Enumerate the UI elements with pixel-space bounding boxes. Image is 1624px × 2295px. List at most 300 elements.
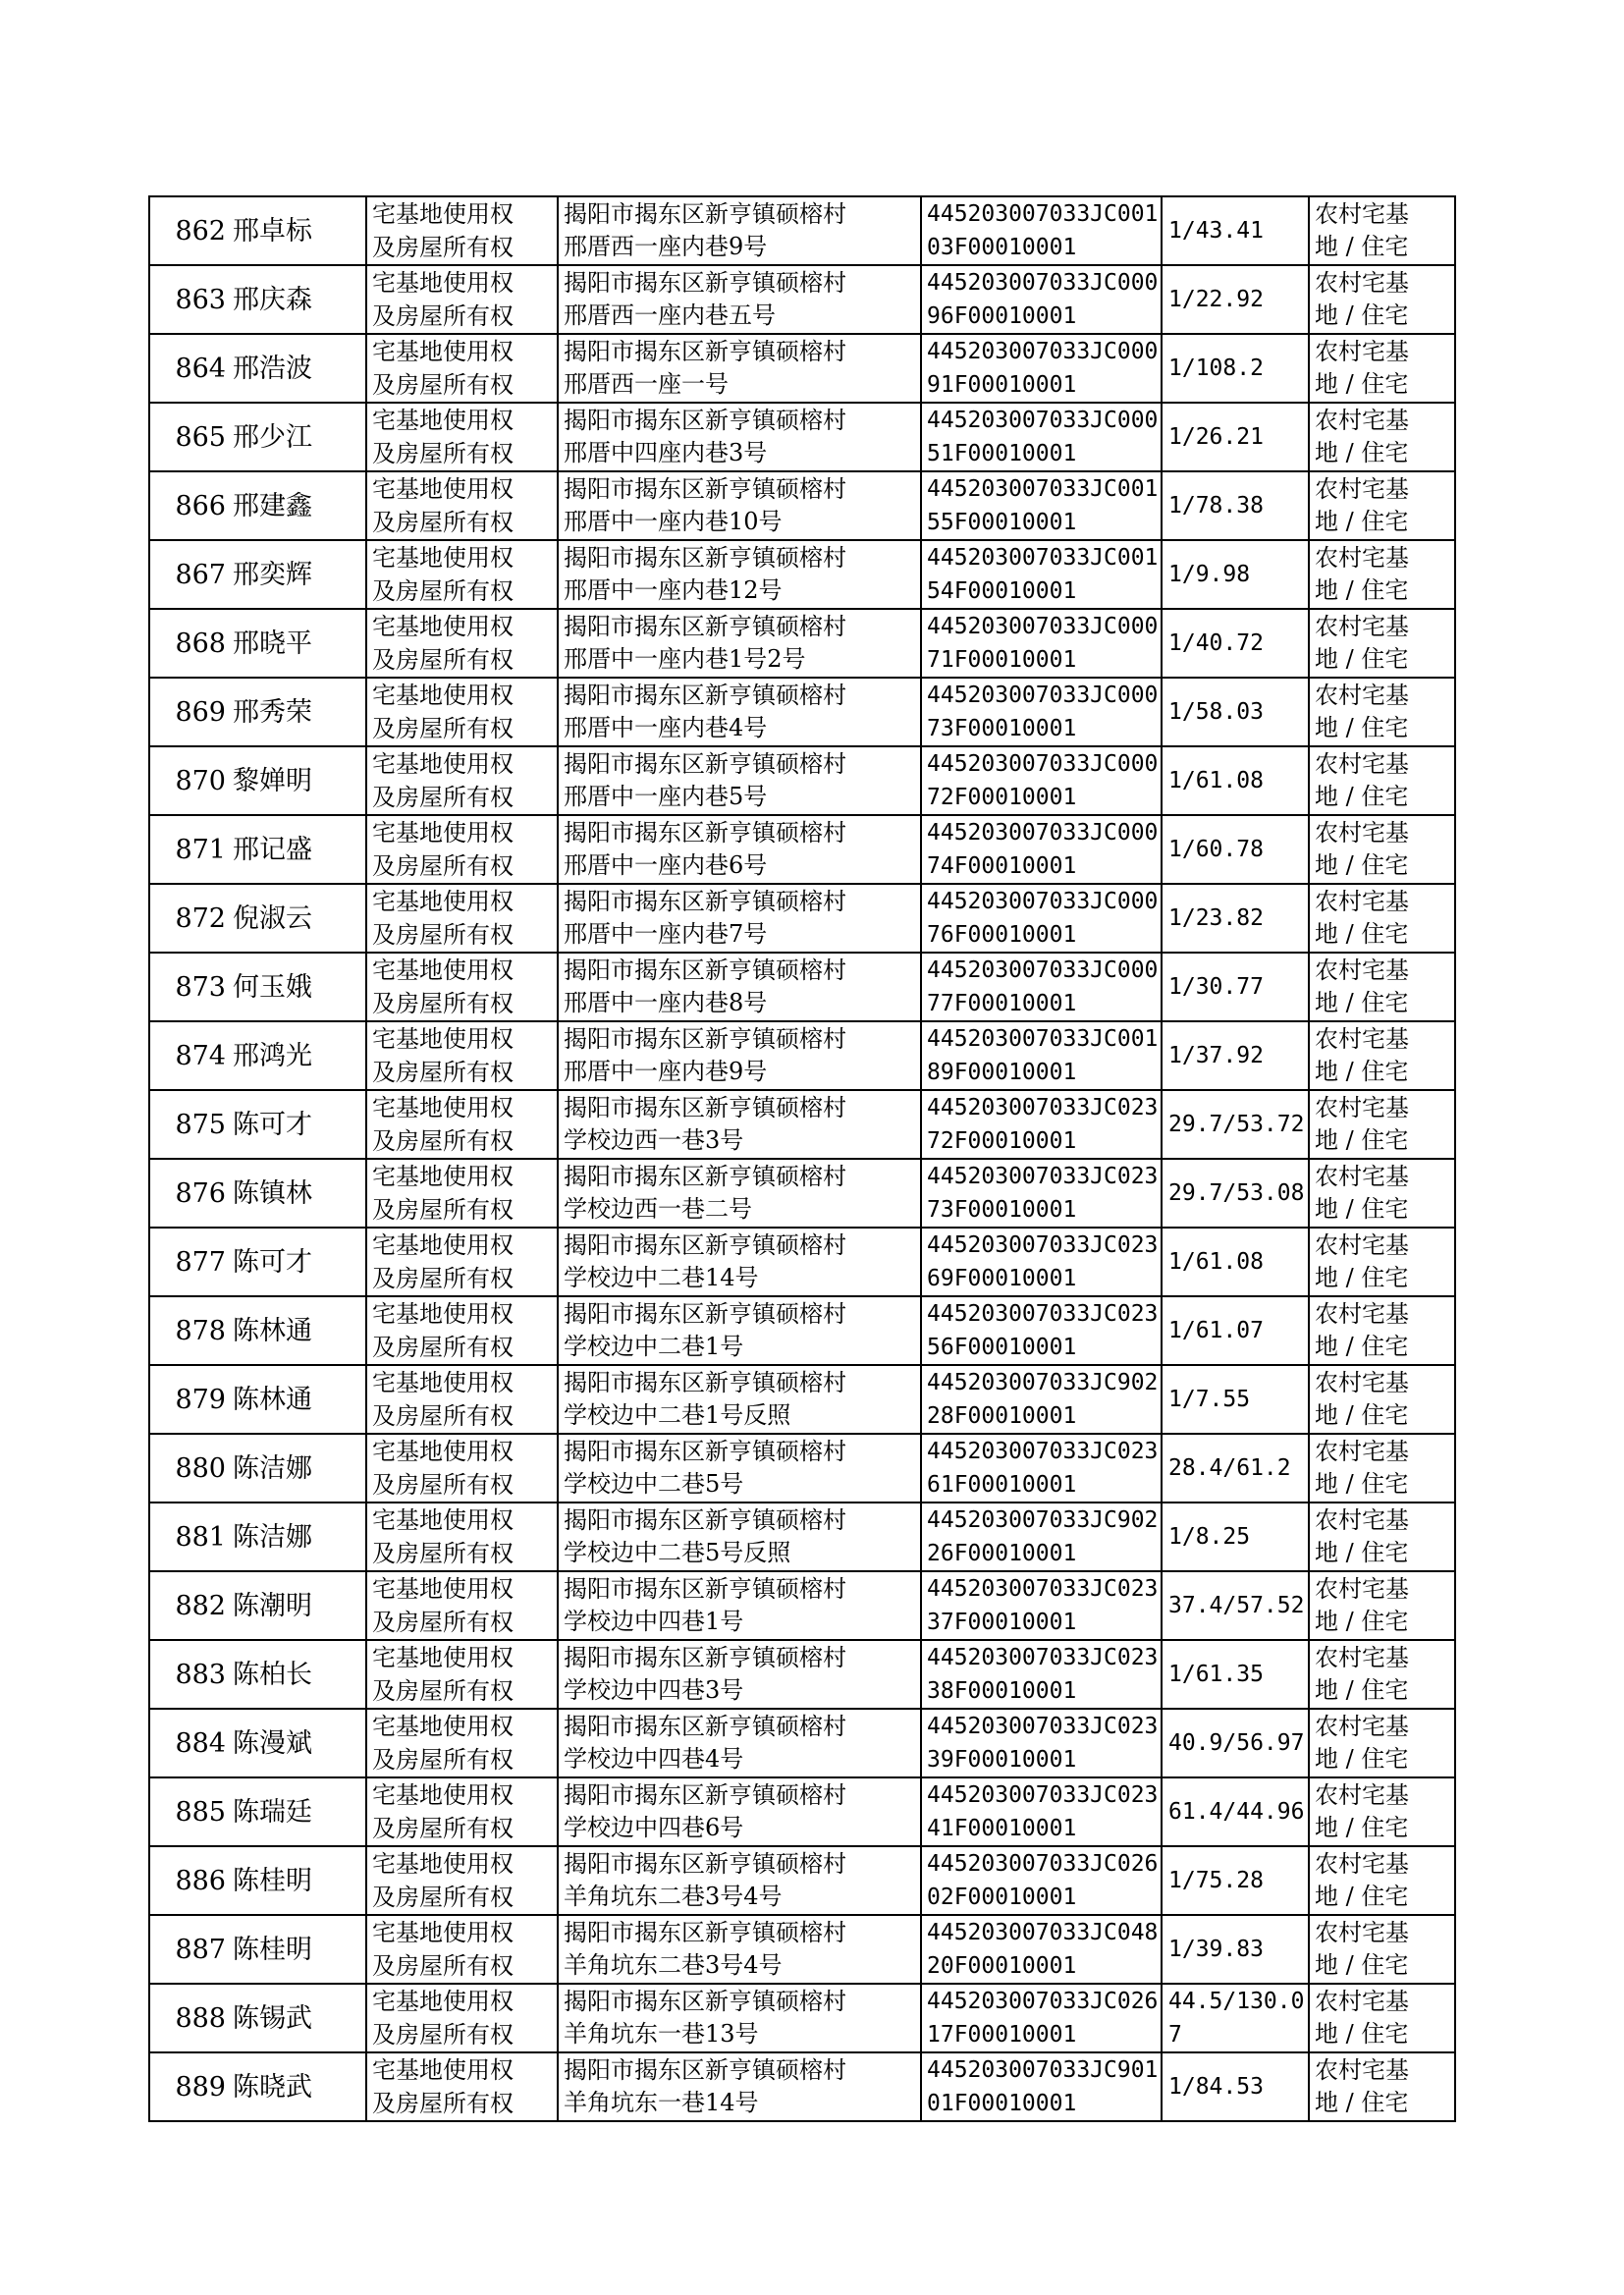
land-use-line1: 农村宅基 — [1315, 1094, 1409, 1121]
unit-code: 445203007033JC02339F00010001 — [921, 1709, 1162, 1777]
address-line2: 羊角坑东一巷14号 — [564, 2089, 759, 2116]
land-use-line2: 地 / 住宅 — [1315, 645, 1409, 673]
land-use-line2: 地 / 住宅 — [1315, 1951, 1409, 1979]
unit-code: 445203007033JC90101F00010001 — [921, 2052, 1162, 2121]
owner-name: 陈桂明 — [230, 1915, 366, 1984]
row-number: 865 — [149, 403, 230, 471]
right-type — [366, 1846, 558, 1915]
area-value: 37.4/57.52 — [1162, 1571, 1309, 1640]
unit-code: 445203007033JC00073F00010001 — [921, 678, 1162, 746]
row-number: 874 — [149, 1021, 230, 1090]
row-number: 875 — [149, 1090, 230, 1159]
unit-code: 445203007033JC00155F00010001 — [921, 471, 1162, 540]
land-use — [1309, 1640, 1455, 1709]
land-use — [1309, 471, 1455, 540]
row-number: 876 — [149, 1159, 230, 1228]
owner-name: 陈林通 — [230, 1296, 366, 1365]
right-type-line1: 宅基地使用权 — [372, 1781, 514, 1809]
land-use-line1: 农村宅基 — [1315, 1919, 1409, 1946]
land-use-line2: 地 / 住宅 — [1315, 1814, 1409, 1841]
land-use-line2: 地 / 住宅 — [1315, 1264, 1409, 1291]
row-number: 867 — [149, 540, 230, 609]
area-value: 44.5/130.07 — [1162, 1984, 1309, 2052]
right-type — [366, 334, 558, 403]
right-type — [366, 953, 558, 1021]
address-line1: 揭阳市揭东区新亨镇硕榕村 — [564, 1369, 846, 1396]
unit-code: 445203007033JC00071F00010001 — [921, 609, 1162, 678]
address-line2: 羊角坑东二巷3号4号 — [564, 1951, 783, 1979]
area-value: 1/58.03 — [1162, 678, 1309, 746]
owner-name: 邢建鑫 — [230, 471, 366, 540]
area-value: 61.4/44.96 — [1162, 1777, 1309, 1846]
area-value: 1/84.53 — [1162, 2052, 1309, 2121]
right-type-line1: 宅基地使用权 — [372, 613, 514, 640]
row-number: 879 — [149, 1365, 230, 1434]
address-line1: 揭阳市揭东区新亨镇硕榕村 — [564, 1713, 846, 1740]
area-value: 1/8.25 — [1162, 1503, 1309, 1571]
area-value: 1/108.2 — [1162, 334, 1309, 403]
land-use-line1: 农村宅基 — [1315, 750, 1409, 778]
area-value: 1/40.72 — [1162, 609, 1309, 678]
right-type — [366, 884, 558, 953]
address-line2: 邢厝中一座内巷8号 — [564, 989, 768, 1016]
table-row — [149, 334, 1455, 403]
unit-code: 445203007033JC00077F00010001 — [921, 953, 1162, 1021]
table-row — [149, 1571, 1455, 1640]
right-type-line2: 及房屋所有权 — [372, 440, 514, 467]
table-row — [149, 403, 1455, 471]
address — [558, 746, 921, 815]
right-type-line1: 宅基地使用权 — [372, 200, 514, 228]
right-type-line1: 宅基地使用权 — [372, 1300, 514, 1328]
right-type-line1: 宅基地使用权 — [372, 544, 514, 572]
address-line2: 邢厝中一座内巷9号 — [564, 1058, 768, 1085]
right-type-line2: 及房屋所有权 — [372, 1265, 514, 1292]
address — [558, 334, 921, 403]
owner-name: 黎婵明 — [230, 746, 366, 815]
land-use — [1309, 403, 1455, 471]
address-line2: 羊角坑东一巷13号 — [564, 2020, 759, 2048]
land-use-line1: 农村宅基 — [1315, 1231, 1409, 1259]
unit-code: 445203007033JC00154F00010001 — [921, 540, 1162, 609]
address — [558, 1090, 921, 1159]
right-type-line2: 及房屋所有权 — [372, 234, 514, 261]
land-use-line2: 地 / 住宅 — [1315, 1608, 1409, 1635]
land-use-line2: 地 / 住宅 — [1315, 920, 1409, 948]
land-use — [1309, 678, 1455, 746]
unit-code: 445203007033JC00096F00010001 — [921, 265, 1162, 334]
right-type-line1: 宅基地使用权 — [372, 269, 514, 297]
unit-code: 445203007033JC00189F00010001 — [921, 1021, 1162, 1090]
address-line1: 揭阳市揭东区新亨镇硕榕村 — [564, 1644, 846, 1671]
owner-name: 陈柏长 — [230, 1640, 366, 1709]
land-use-line2: 地 / 住宅 — [1315, 1401, 1409, 1429]
right-type — [366, 815, 558, 884]
address-line1: 揭阳市揭东区新亨镇硕榕村 — [564, 1575, 846, 1603]
unit-code: 445203007033JC02617F00010001 — [921, 1984, 1162, 2052]
address-line2: 学校边西一巷3号 — [564, 1126, 744, 1154]
land-use — [1309, 265, 1455, 334]
row-number: 869 — [149, 678, 230, 746]
address — [558, 953, 921, 1021]
land-use-line2: 地 / 住宅 — [1315, 1058, 1409, 1085]
address-line2: 邢厝中四座内巷3号 — [564, 439, 768, 466]
table-row — [149, 1777, 1455, 1846]
owner-name: 陈洁娜 — [230, 1503, 366, 1571]
address-line1: 揭阳市揭东区新亨镇硕榕村 — [564, 475, 846, 503]
right-type-line1: 宅基地使用权 — [372, 1025, 514, 1053]
unit-code: 445203007033JC02373F00010001 — [921, 1159, 1162, 1228]
address — [558, 196, 921, 265]
land-use — [1309, 1434, 1455, 1503]
address-line1: 揭阳市揭东区新亨镇硕榕村 — [564, 1094, 846, 1121]
land-use-line1: 农村宅基 — [1315, 1506, 1409, 1534]
address-line2: 学校边中二巷5号 — [564, 1470, 744, 1498]
right-type-line2: 及房屋所有权 — [372, 1540, 514, 1567]
table-row — [149, 1228, 1455, 1296]
right-type-line1: 宅基地使用权 — [372, 888, 514, 915]
address — [558, 1709, 921, 1777]
address-line2: 邢厝中一座内巷1号2号 — [564, 645, 806, 673]
land-use-line1: 农村宅基 — [1315, 269, 1409, 297]
right-type-line2: 及房屋所有权 — [372, 1609, 514, 1636]
area-value: 1/61.08 — [1162, 1228, 1309, 1296]
right-type — [366, 1228, 558, 1296]
unit-code: 445203007033JC02356F00010001 — [921, 1296, 1162, 1365]
owner-name: 邢晓平 — [230, 609, 366, 678]
unit-code: 445203007033JC02361F00010001 — [921, 1434, 1162, 1503]
row-number: 870 — [149, 746, 230, 815]
row-number: 881 — [149, 1503, 230, 1571]
address — [558, 1503, 921, 1571]
area-value: 1/78.38 — [1162, 471, 1309, 540]
address — [558, 471, 921, 540]
right-type-line1: 宅基地使用权 — [372, 1988, 514, 2015]
address — [558, 1021, 921, 1090]
unit-code: 445203007033JC00051F00010001 — [921, 403, 1162, 471]
right-type-line2: 及房屋所有权 — [372, 646, 514, 674]
row-number: 887 — [149, 1915, 230, 1984]
owner-name: 陈可才 — [230, 1090, 366, 1159]
land-use-line1: 农村宅基 — [1315, 1025, 1409, 1053]
address-line2: 学校边中四巷3号 — [564, 1676, 744, 1704]
right-type-line1: 宅基地使用权 — [372, 750, 514, 778]
unit-code: 445203007033JC00072F00010001 — [921, 746, 1162, 815]
area-value: 1/75.28 — [1162, 1846, 1309, 1915]
table-row — [149, 2052, 1455, 2121]
address — [558, 1846, 921, 1915]
land-use-line1: 农村宅基 — [1315, 1163, 1409, 1190]
land-use — [1309, 2052, 1455, 2121]
table-row — [149, 1503, 1455, 1571]
row-number: 871 — [149, 815, 230, 884]
table-row — [149, 540, 1455, 609]
address — [558, 1984, 921, 2052]
land-use-line1: 农村宅基 — [1315, 544, 1409, 572]
unit-code: 445203007033JC00091F00010001 — [921, 334, 1162, 403]
land-use — [1309, 196, 1455, 265]
right-type-line2: 及房屋所有权 — [372, 2021, 514, 2049]
row-number: 878 — [149, 1296, 230, 1365]
unit-code: 445203007033JC02369F00010001 — [921, 1228, 1162, 1296]
right-type — [366, 265, 558, 334]
land-use-line2: 地 / 住宅 — [1315, 1883, 1409, 1910]
right-type — [366, 1640, 558, 1709]
area-value: 28.4/61.2 — [1162, 1434, 1309, 1503]
address-line2: 学校边中四巷6号 — [564, 1814, 744, 1841]
table-row — [149, 1434, 1455, 1503]
address — [558, 2052, 921, 2121]
address — [558, 1365, 921, 1434]
table-row — [149, 1640, 1455, 1709]
owner-name: 邢奕辉 — [230, 540, 366, 609]
owner-name: 陈漫斌 — [230, 1709, 366, 1777]
land-use — [1309, 1571, 1455, 1640]
land-use-line1: 农村宅基 — [1315, 1369, 1409, 1396]
table-row — [149, 1709, 1455, 1777]
land-use-line2: 地 / 住宅 — [1315, 576, 1409, 604]
address-line2: 学校边中二巷5号反照 — [564, 1539, 791, 1566]
row-number: 883 — [149, 1640, 230, 1709]
area-value: 29.7/53.08 — [1162, 1159, 1309, 1228]
address-line2: 学校边中二巷1号 — [564, 1333, 744, 1360]
land-use-line2: 地 / 住宅 — [1315, 1745, 1409, 1773]
land-use-line2: 地 / 住宅 — [1315, 2089, 1409, 2116]
area-value: 1/26.21 — [1162, 403, 1309, 471]
address-line2: 邢厝中一座内巷12号 — [564, 576, 783, 604]
land-use-line1: 农村宅基 — [1315, 1438, 1409, 1465]
address-line2: 羊角坑东二巷3号4号 — [564, 1883, 783, 1910]
unit-code: 445203007033JC02338F00010001 — [921, 1640, 1162, 1709]
unit-code: 445203007033JC00074F00010001 — [921, 815, 1162, 884]
right-type-line2: 及房屋所有权 — [372, 990, 514, 1017]
address-line1: 揭阳市揭东区新亨镇硕榕村 — [564, 407, 846, 434]
right-type — [366, 1090, 558, 1159]
address — [558, 1640, 921, 1709]
row-number: 889 — [149, 2052, 230, 2121]
right-type-line2: 及房屋所有权 — [372, 784, 514, 811]
right-type-line2: 及房屋所有权 — [372, 509, 514, 536]
area-value: 40.9/56.97 — [1162, 1709, 1309, 1777]
table-row — [149, 1984, 1455, 2052]
owner-name: 陈桂明 — [230, 1846, 366, 1915]
right-type-line1: 宅基地使用权 — [372, 1713, 514, 1740]
right-type — [366, 609, 558, 678]
address-line1: 揭阳市揭东区新亨镇硕榕村 — [564, 1163, 846, 1190]
right-type-line2: 及房屋所有权 — [372, 1059, 514, 1086]
unit-code: 445203007033JC90226F00010001 — [921, 1503, 1162, 1571]
right-type — [366, 1296, 558, 1365]
land-use — [1309, 1709, 1455, 1777]
land-use — [1309, 1777, 1455, 1846]
registration-table — [148, 195, 1456, 2122]
table-row — [149, 678, 1455, 746]
address-line2: 学校边中二巷1号反照 — [564, 1401, 791, 1429]
address-line1: 揭阳市揭东区新亨镇硕榕村 — [564, 1300, 846, 1328]
address-line2: 邢厝西一座内巷五号 — [564, 301, 776, 329]
owner-name: 邢卓标 — [230, 196, 366, 265]
table-row — [149, 196, 1455, 265]
address-line1: 揭阳市揭东区新亨镇硕榕村 — [564, 1231, 846, 1259]
address-line1: 揭阳市揭东区新亨镇硕榕村 — [564, 2056, 846, 2084]
land-use-line2: 地 / 住宅 — [1315, 989, 1409, 1016]
address-line2: 邢厝中一座内巷6号 — [564, 851, 768, 879]
land-use-line2: 地 / 住宅 — [1315, 508, 1409, 535]
land-use-line1: 农村宅基 — [1315, 2056, 1409, 2084]
address-line2: 学校边中二巷14号 — [564, 1264, 759, 1291]
right-type — [366, 1021, 558, 1090]
address-line1: 揭阳市揭东区新亨镇硕榕村 — [564, 1506, 846, 1534]
unit-code: 445203007033JC02602F00010001 — [921, 1846, 1162, 1915]
right-type-line1: 宅基地使用权 — [372, 1506, 514, 1534]
right-type-line1: 宅基地使用权 — [372, 1163, 514, 1190]
right-type — [366, 1434, 558, 1503]
address — [558, 265, 921, 334]
row-number: 864 — [149, 334, 230, 403]
right-type-line1: 宅基地使用权 — [372, 407, 514, 434]
address-line2: 学校边中四巷1号 — [564, 1608, 744, 1635]
table-row — [149, 1296, 1455, 1365]
land-use-line2: 地 / 住宅 — [1315, 1333, 1409, 1360]
right-type — [366, 678, 558, 746]
right-type-line2: 及房屋所有权 — [372, 921, 514, 949]
address-line2: 学校边西一巷二号 — [564, 1195, 752, 1223]
right-type — [366, 471, 558, 540]
land-use-line2: 地 / 住宅 — [1315, 370, 1409, 398]
land-use — [1309, 1296, 1455, 1365]
land-use — [1309, 1021, 1455, 1090]
right-type-line1: 宅基地使用权 — [372, 1644, 514, 1671]
row-number: 877 — [149, 1228, 230, 1296]
land-use-line1: 农村宅基 — [1315, 819, 1409, 847]
area-value: 1/37.92 — [1162, 1021, 1309, 1090]
right-type — [366, 403, 558, 471]
table-row — [149, 746, 1455, 815]
owner-name: 陈晓武 — [230, 2052, 366, 2121]
land-use-line1: 农村宅基 — [1315, 475, 1409, 503]
land-use-line2: 地 / 住宅 — [1315, 1470, 1409, 1498]
land-use — [1309, 815, 1455, 884]
address-line1: 揭阳市揭东区新亨镇硕榕村 — [564, 750, 846, 778]
right-type — [366, 746, 558, 815]
address-line2: 邢厝中一座内巷10号 — [564, 508, 783, 535]
row-number: 882 — [149, 1571, 230, 1640]
address-line1: 揭阳市揭东区新亨镇硕榕村 — [564, 200, 846, 228]
right-type-line1: 宅基地使用权 — [372, 1231, 514, 1259]
table-row — [149, 609, 1455, 678]
right-type-line1: 宅基地使用权 — [372, 956, 514, 984]
land-use — [1309, 609, 1455, 678]
address-line1: 揭阳市揭东区新亨镇硕榕村 — [564, 338, 846, 365]
address — [558, 540, 921, 609]
row-number: 862 — [149, 196, 230, 265]
table-row — [149, 815, 1455, 884]
right-type-line1: 宅基地使用权 — [372, 1850, 514, 1878]
land-use-line1: 农村宅基 — [1315, 200, 1409, 228]
land-use — [1309, 1159, 1455, 1228]
address — [558, 815, 921, 884]
owner-name: 陈可才 — [230, 1228, 366, 1296]
address — [558, 403, 921, 471]
right-type-line1: 宅基地使用权 — [372, 819, 514, 847]
row-number: 885 — [149, 1777, 230, 1846]
owner-name: 邢少江 — [230, 403, 366, 471]
land-use-line2: 地 / 住宅 — [1315, 1195, 1409, 1223]
address — [558, 1915, 921, 1984]
owner-name: 邢秀荣 — [230, 678, 366, 746]
address — [558, 1228, 921, 1296]
address — [558, 1571, 921, 1640]
row-number: 873 — [149, 953, 230, 1021]
land-use-line1: 农村宅基 — [1315, 338, 1409, 365]
land-use-line1: 农村宅基 — [1315, 1713, 1409, 1740]
table-row — [149, 1021, 1455, 1090]
owner-name: 陈林通 — [230, 1365, 366, 1434]
right-type-line2: 及房屋所有权 — [372, 1952, 514, 1980]
address-line2: 邢厝西一座一号 — [564, 370, 729, 398]
address-line1: 揭阳市揭东区新亨镇硕榕村 — [564, 888, 846, 915]
owner-name: 邢庆森 — [230, 265, 366, 334]
address — [558, 1296, 921, 1365]
land-use — [1309, 953, 1455, 1021]
address — [558, 884, 921, 953]
area-value: 1/39.83 — [1162, 1915, 1309, 1984]
table-row — [149, 1846, 1455, 1915]
right-type — [366, 1365, 558, 1434]
right-type-line1: 宅基地使用权 — [372, 682, 514, 709]
table-row — [149, 1090, 1455, 1159]
owner-name: 邢鸿光 — [230, 1021, 366, 1090]
area-value: 1/61.07 — [1162, 1296, 1309, 1365]
owner-name: 陈锡武 — [230, 1984, 366, 2052]
land-use — [1309, 1846, 1455, 1915]
right-type-line1: 宅基地使用权 — [372, 2056, 514, 2084]
land-use-line2: 地 / 住宅 — [1315, 1126, 1409, 1154]
table-row — [149, 1915, 1455, 1984]
owner-name: 邢记盛 — [230, 815, 366, 884]
address-line1: 揭阳市揭东区新亨镇硕榕村 — [564, 544, 846, 572]
land-use-line2: 地 / 住宅 — [1315, 439, 1409, 466]
land-use — [1309, 1915, 1455, 1984]
unit-code: 445203007033JC04820F00010001 — [921, 1915, 1162, 1984]
row-number: 886 — [149, 1846, 230, 1915]
address-line1: 揭阳市揭东区新亨镇硕榕村 — [564, 1850, 846, 1878]
row-number: 884 — [149, 1709, 230, 1777]
address — [558, 1159, 921, 1228]
address-line1: 揭阳市揭东区新亨镇硕榕村 — [564, 1919, 846, 1946]
land-use-line2: 地 / 住宅 — [1315, 1676, 1409, 1704]
row-number: 868 — [149, 609, 230, 678]
owner-name: 陈洁娜 — [230, 1434, 366, 1503]
right-type-line2: 及房屋所有权 — [372, 1471, 514, 1499]
right-type-line2: 及房屋所有权 — [372, 302, 514, 330]
owner-name: 陈潮明 — [230, 1571, 366, 1640]
right-type — [366, 1709, 558, 1777]
address-line2: 邢厝西一座内巷9号 — [564, 233, 768, 260]
land-use-line2: 地 / 住宅 — [1315, 233, 1409, 260]
right-type-line2: 及房屋所有权 — [372, 715, 514, 742]
owner-name: 陈瑞廷 — [230, 1777, 366, 1846]
land-use-line2: 地 / 住宅 — [1315, 2020, 1409, 2048]
land-use-line1: 农村宅基 — [1315, 613, 1409, 640]
table-row — [149, 953, 1455, 1021]
owner-name: 邢浩波 — [230, 334, 366, 403]
land-use-line2: 地 / 住宅 — [1315, 851, 1409, 879]
land-use-line2: 地 / 住宅 — [1315, 301, 1409, 329]
right-type — [366, 1984, 558, 2052]
area-value: 1/23.82 — [1162, 884, 1309, 953]
area-value: 1/43.41 — [1162, 196, 1309, 265]
